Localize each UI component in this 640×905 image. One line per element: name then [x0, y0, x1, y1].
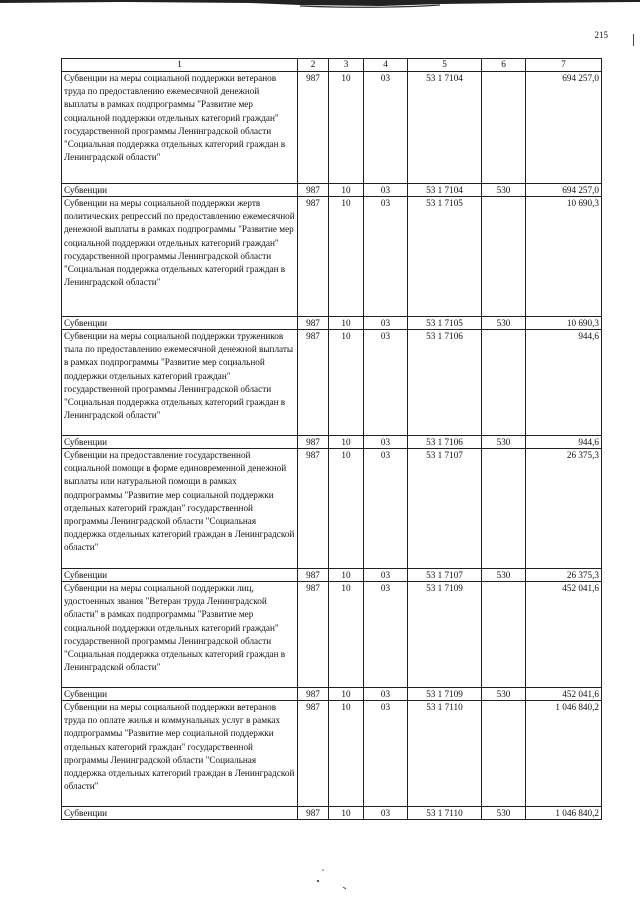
cell-ministry: 987	[298, 701, 329, 807]
cell-section: 10	[329, 807, 364, 820]
row-name: Субвенции на меры социальной поддержки лиц, удостоенных звания "Ветеран труда Ленинградской области" в рамках подпрограммы "Развитие мер социальной поддержки отдельных категорий граждан" государственной программы Ленинградской области "Социальная поддержка отдельных категорий граждан в Ленинградской области"	[62, 582, 298, 688]
cell-amount: 452 041,6	[526, 688, 602, 701]
cell-subsection: 03	[364, 317, 408, 330]
cell-expense-type: 530	[482, 317, 526, 330]
header-cell: 4	[364, 59, 408, 72]
cell-section: 10	[329, 582, 364, 688]
cell-target-code: 53 1 7104	[408, 72, 482, 184]
cell-subsection: 03	[364, 72, 408, 184]
cell-section: 10	[329, 317, 364, 330]
cell-ministry: 987	[298, 449, 329, 569]
row-name: Субвенции	[62, 436, 298, 449]
cell-section: 10	[329, 688, 364, 701]
cell-target-code: 53 1 7107	[408, 569, 482, 582]
cell-expense-type: 530	[482, 807, 526, 820]
cell-amount: 10 690,3	[526, 317, 602, 330]
cell-expense-type: 530	[482, 688, 526, 701]
cell-target-code: 53 1 7107	[408, 449, 482, 569]
row-name: Субвенции на меры социальной поддержки тружеников тыла по предоставлению ежемесячной денежной выплаты в рамках подпрограммы "Развитие мер социальной поддержки отдельных категорий граждан" государственной программы Ленинградской области "Социальная поддержка отдельных категорий граждан в Ленинградской области"	[62, 330, 298, 436]
cell-ministry: 987	[298, 582, 329, 688]
cell-expense-type: 530	[482, 436, 526, 449]
row-name: Субвенции на предоставление государственной социальной помощи в форме единовременной денежной выплаты или натуральной помощи в рамках подпрограммы "Развитие мер социальной поддержки отдельных категорий граждан" государственной программы Ленинградской области "Социальная поддержка отдельных категорий граждан в Ленинградской области"	[62, 449, 298, 569]
row-name: Субвенции на меры социальной поддержки ветеранов труда по предоставлению ежемесячной денежной выплаты в рамках подпрограммы "Развитие мер социальной поддержки отдельных категорий граждан" государственной программы Ленинградской области "Социальная поддержка отдельных категорий граждан в Ленинградской области"	[62, 72, 298, 184]
cell-target-code: 53 1 7105	[408, 317, 482, 330]
cell-target-code: 53 1 7110	[408, 701, 482, 807]
row-name: Субвенции на меры социальной поддержки ветеранов труда по оплате жилья и коммунальных услуг в рамках подпрограммы "Развитие мер социальной поддержки отдельных категорий граждан" государственной программы Ленинградской области "Социальная поддержка отдельных категорий граждан в Ленинградской области"	[62, 701, 298, 807]
cell-target-code: 53 1 7110	[408, 807, 482, 820]
cell-section: 10	[329, 330, 364, 436]
cell-ministry: 987	[298, 184, 329, 197]
cell-ministry: 987	[298, 688, 329, 701]
cell-amount: 694 257,0	[526, 72, 602, 184]
cell-target-code: 53 1 7106	[408, 436, 482, 449]
cell-ministry: 987	[298, 569, 329, 582]
cell-section: 10	[329, 449, 364, 569]
header-cell: 6	[482, 59, 526, 72]
header-cell: 5	[408, 59, 482, 72]
header-cell: 2	[298, 59, 329, 72]
cell-amount: 944,6	[526, 436, 602, 449]
cell-target-code: 53 1 7105	[408, 197, 482, 317]
cell-target-code: 53 1 7109	[408, 688, 482, 701]
cell-amount: 1 046 840,2	[526, 807, 602, 820]
row-name: Субвенции	[62, 184, 298, 197]
row-name: Субвенции на меры социальной поддержки жертв политических репрессий по предоставлению ежемесячной денежной выплаты в рамках подпрограммы "Развитие мер социальной поддержки отдельных категорий граждан" государственной программы Ленинградской области "Социальная поддержка отдельных категорий граждан в Ленинградской области"	[62, 197, 298, 317]
row-name: Субвенции	[62, 688, 298, 701]
row-name: Субвенции	[62, 569, 298, 582]
cell-amount: 1 046 840,2	[526, 701, 602, 807]
cell-subsection: 03	[364, 807, 408, 820]
header-cell: 1	[62, 59, 298, 72]
cell-section: 10	[329, 436, 364, 449]
cell-amount: 26 375,3	[526, 569, 602, 582]
cell-amount: 944,6	[526, 330, 602, 436]
cell-target-code: 53 1 7106	[408, 330, 482, 436]
cell-ministry: 987	[298, 197, 329, 317]
cell-expense-type: 530	[482, 569, 526, 582]
header-cell: 3	[329, 59, 364, 72]
cell-subsection: 03	[364, 197, 408, 317]
cell-subsection: 03	[364, 569, 408, 582]
cell-section: 10	[329, 184, 364, 197]
cell-section: 10	[329, 197, 364, 317]
row-name: Субвенции	[62, 807, 298, 820]
cell-ministry: 987	[298, 807, 329, 820]
cell-section: 10	[329, 701, 364, 807]
cell-amount: 10 690,3	[526, 197, 602, 317]
cell-target-code: 53 1 7109	[408, 582, 482, 688]
cell-subsection: 03	[364, 701, 408, 807]
cell-target-code: 53 1 7104	[408, 184, 482, 197]
cell-subsection: 03	[364, 184, 408, 197]
row-name: Субвенции	[62, 317, 298, 330]
cell-section: 10	[329, 569, 364, 582]
cell-amount: 694 257,0	[526, 184, 602, 197]
cell-amount: 26 375,3	[526, 449, 602, 569]
cell-section: 10	[329, 72, 364, 184]
cell-subsection: 03	[364, 436, 408, 449]
cell-expense-type: 530	[482, 184, 526, 197]
cell-subsection: 03	[364, 582, 408, 688]
cell-subsection: 03	[364, 688, 408, 701]
cell-subsection: 03	[364, 330, 408, 436]
cell-amount: 452 041,6	[526, 582, 602, 688]
cell-ministry: 987	[298, 436, 329, 449]
page-number: 215	[594, 30, 608, 40]
header-cell: 7	[526, 59, 602, 72]
cell-ministry: 987	[298, 330, 329, 436]
cell-ministry: 987	[298, 72, 329, 184]
cell-ministry: 987	[298, 317, 329, 330]
cell-subsection: 03	[364, 449, 408, 569]
